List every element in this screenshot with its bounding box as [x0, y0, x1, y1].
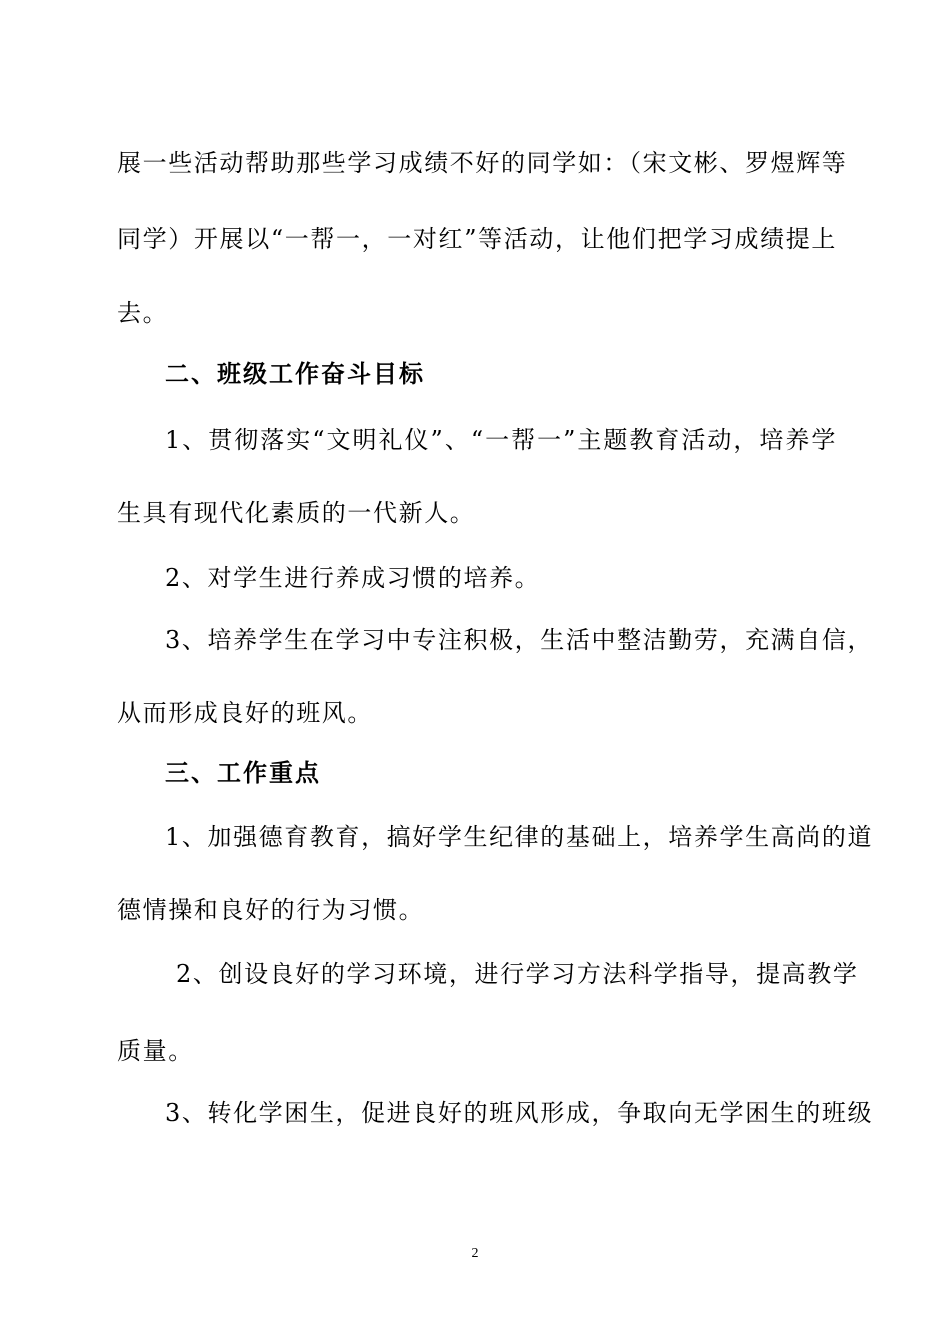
section-heading: 三、工作重点: [165, 759, 321, 787]
list-item-line: 3、转化学困生，促进良好的班风形成，争取向无学困生的班级: [165, 1099, 874, 1127]
paragraph-line: 去。: [117, 299, 169, 327]
list-item-line: 德情操和良好的行为习惯。: [117, 896, 425, 924]
list-item: 2、对学生进行养成习惯的培养。: [165, 564, 541, 592]
list-item-line: 生具有现代化素质的一代新人。: [117, 499, 476, 527]
list-item-line: 3、培养学生在学习中专注积极，生活中整洁勤劳，充满自信，: [165, 626, 874, 654]
section-heading: 二、班级工作奋斗目标: [165, 360, 425, 388]
list-item-line: 1、加强德育教育，搞好学生纪律的基础上，培养学生高尚的道: [165, 823, 874, 851]
paragraph-line: 展一些活动帮助那些学习成绩不好的同学如：（宋文彬、罗煜辉等: [117, 149, 848, 177]
list-item-line: 1、贯彻落实“文明礼仪”、“一帮一”主题教育活动，培养学: [165, 426, 837, 454]
list-item-line: 从而形成良好的班风。: [117, 699, 373, 727]
list-item-line: 质量。: [117, 1037, 194, 1065]
page-number: 2: [471, 1246, 479, 1261]
paragraph-line: 同学）开展以“一帮一，一对红”等活动，让他们把学习成绩提上: [117, 225, 837, 253]
list-item-line: 2、创设良好的学习环境，进行学习方法科学指导，提高教学: [176, 960, 859, 988]
